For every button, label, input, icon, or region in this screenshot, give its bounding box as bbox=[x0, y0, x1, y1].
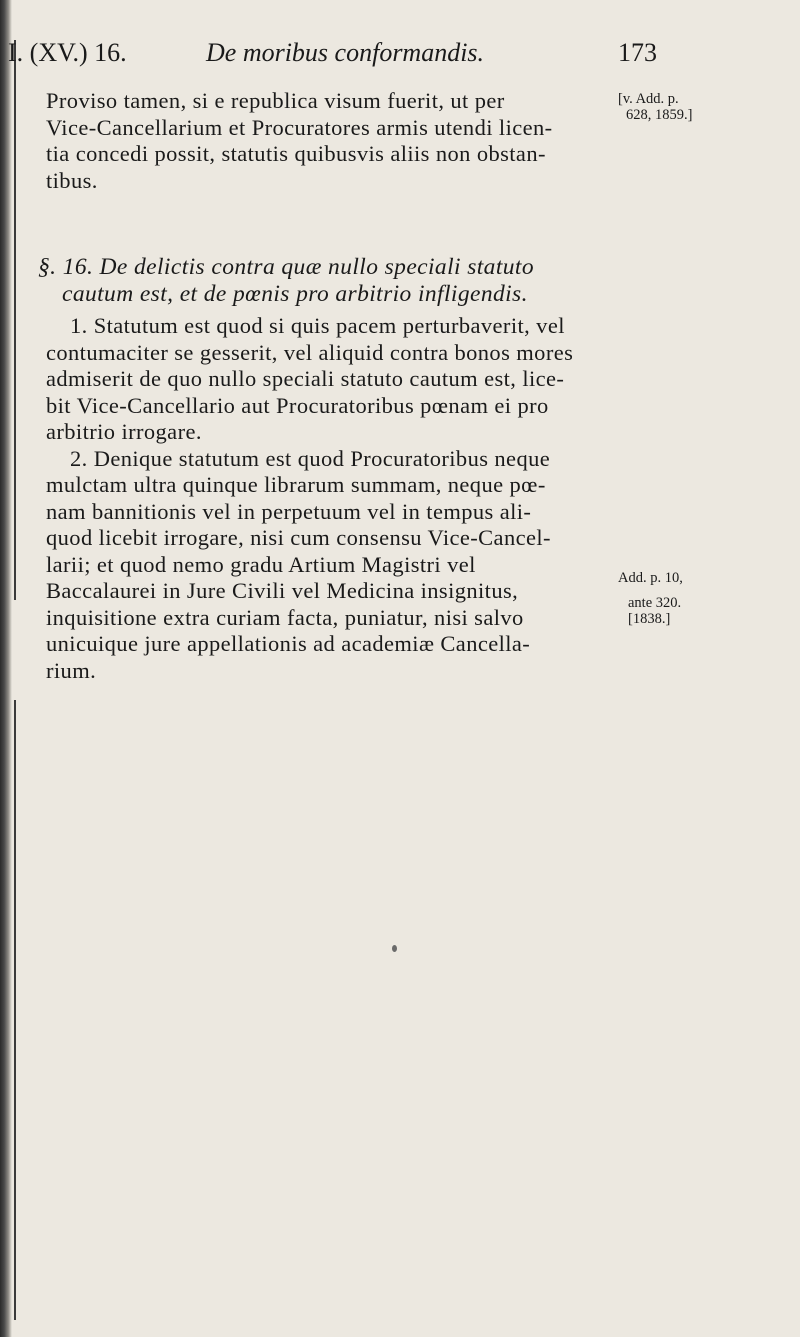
text-line: Vice-Cancellarium et Procuratores armis utendi licen- bbox=[46, 114, 553, 140]
page-number: 173 bbox=[618, 38, 657, 67]
text-line: Baccalaurei in Jure Civili vel Medicina insignitus, bbox=[46, 578, 519, 603]
text-line: nam bannitionis vel in perpetuum vel in tempus ali- bbox=[46, 498, 532, 524]
text-line: mulctam ultra quinque librarum summam, neque pœ- bbox=[46, 472, 546, 497]
text-line: unicuique jure appellationis ad academiæ Cancella- bbox=[46, 631, 531, 656]
gutter-edge-line bbox=[14, 40, 16, 600]
text-line: 1. Statutum est quod si quis pacem perturbaverit, vel bbox=[70, 313, 565, 338]
paper-speck bbox=[392, 945, 397, 952]
text-line: 2. Denique statutum est quod Procuratoribus neque bbox=[70, 445, 551, 471]
margin-note: [1838.] bbox=[628, 611, 671, 627]
running-header bbox=[8, 38, 778, 78]
section-heading: cautum est, et de pœnis pro arbitrio infligendis. bbox=[62, 280, 528, 307]
text-line: larii; et quod nemo gradu Artium Magistri vel bbox=[46, 551, 476, 577]
margin-note: 628, 1859.] bbox=[626, 107, 693, 123]
text-line: Proviso tamen, si e republica visum fuerit, ut per bbox=[46, 88, 505, 113]
text-line: admiserit de quo nullo speciali statuto cautum est, lice- bbox=[46, 366, 565, 391]
header-chapter-ref: I. (XV.) 16. bbox=[8, 38, 127, 67]
text-line: contumaciter se gesserit, vel aliquid contra bonos mores bbox=[46, 339, 574, 365]
margin-note: ante 320. bbox=[628, 595, 682, 611]
section-heading: §. 16. De delictis contra quæ nullo speciali statuto bbox=[38, 254, 534, 280]
header-title: De moribus conformandis. bbox=[206, 38, 485, 67]
text-line: quod licebit irrogare, nisi cum consensu Vice-Cancel- bbox=[46, 525, 551, 550]
text-line: rium. bbox=[46, 657, 97, 683]
text-line: bit Vice-Cancellario aut Procuratoribus pœnam ei pro bbox=[46, 392, 549, 418]
text-line: tibus. bbox=[46, 167, 98, 193]
margin-note: [v. Add. p. bbox=[618, 91, 679, 107]
section-16 bbox=[38, 254, 584, 684]
paragraph-proviso bbox=[46, 88, 584, 194]
text-line: arbitrio irrogare. bbox=[46, 419, 202, 444]
text-line: inquisitione extra curiam facta, puniatur, nisi salvo bbox=[46, 604, 524, 630]
margin-note: Add. p. 10, bbox=[618, 570, 683, 586]
text-line: tia concedi possit, statutis quibusvis aliis non obstan- bbox=[46, 141, 546, 166]
gutter-edge-line bbox=[14, 700, 16, 1320]
book-gutter-shadow bbox=[0, 0, 12, 1337]
